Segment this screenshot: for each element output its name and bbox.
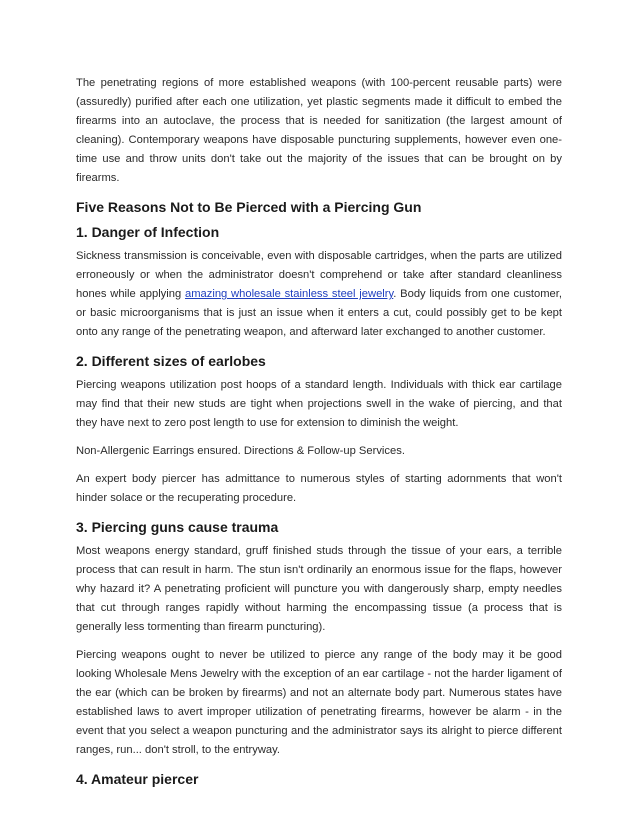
section-heading-amateur: 4. Amateur piercer <box>76 771 199 787</box>
section-heading-trauma: 3. Piercing guns cause trauma <box>76 519 279 535</box>
trauma-paragraph-1: Most weapons energy standard, gruff finished studs through the tissue of your ears, a terrible process that can result in harm. The stun isn't ordinarily an enormous issue for the flaps, however why hazard it? A penetrating proficient will puncture you with dangerously sharp, empty needles that cut through ranges rapidly without harming the encompassing tissue (a process that is generally less tormenting than firearm puncturing). <box>76 545 562 633</box>
infection-text-before-link: Sickness transmission is conceivable, even with disposable cartridges, when the parts are utilized erroneously or when the administrator doesn't comprehend or take after standard cleanliness hones while applying <box>76 250 562 300</box>
trauma-paragraph-2: Piercing weapons ought to never be utilized to pierce any range of the body may it be good looking Wholesale Mens Jewelry with the exception of an ear cartilage - not the harder ligament of the ear (which can be broken by firearms) and not an alternate body part. Numerous states have established laws to avert improper utilization of penetrating firearms, however be alarm - in the event that you select a weapon puncturing and the administrator says its alright to pierce different ranges, run... don't stroll, to the entryway. <box>76 649 562 756</box>
earlobes-paragraph-1: Piercing weapons utilization post hoops of a standard length. Individuals with thick ear cartilage may find that their new studs are tight when projections swell in the wake of piercing, and that they have next to zero post length to use for extension to diminish the weight. <box>76 379 562 429</box>
main-heading: Five Reasons Not to Be Pierced with a Piercing Gun <box>76 199 422 215</box>
section-heading-earlobes: 2. Different sizes of earlobes <box>76 353 266 369</box>
earlobes-paragraph-2: Non-Allergenic Earrings ensured. Directions & Follow-up Services. <box>76 445 405 457</box>
section-heading-infection: 1. Danger of Infection <box>76 224 220 240</box>
jewelry-link[interactable]: amazing wholesale stainless steel jewelry <box>184 288 394 300</box>
intro-paragraph: The penetrating regions of more established weapons (with 100-percent reusable parts) were (assuredly) purified after each one utilization, yet plastic segments made it difficult to embed the firearms into an autoclave, the process that is needed for sanitization (the largest amount of cleaning). Contemporary weapons have disposable puncturing supplements, however even one-time use and throw units don't take out the majority of the issues that can be brought on by firearms. <box>76 77 562 184</box>
infection-text-after-link: . Body liquids from one customer, or basic microorganisms that is just an issue when it enters a cut, could possibly get to be kept onto any range of the penetrating weapon, and afterward later exchanged to another customer. <box>76 288 562 338</box>
earlobes-paragraph-3: An expert body piercer has admittance to numerous styles of starting adornments that won't hinder solace or the recuperating procedure. <box>76 473 562 504</box>
infection-paragraph <box>76 247 562 342</box>
